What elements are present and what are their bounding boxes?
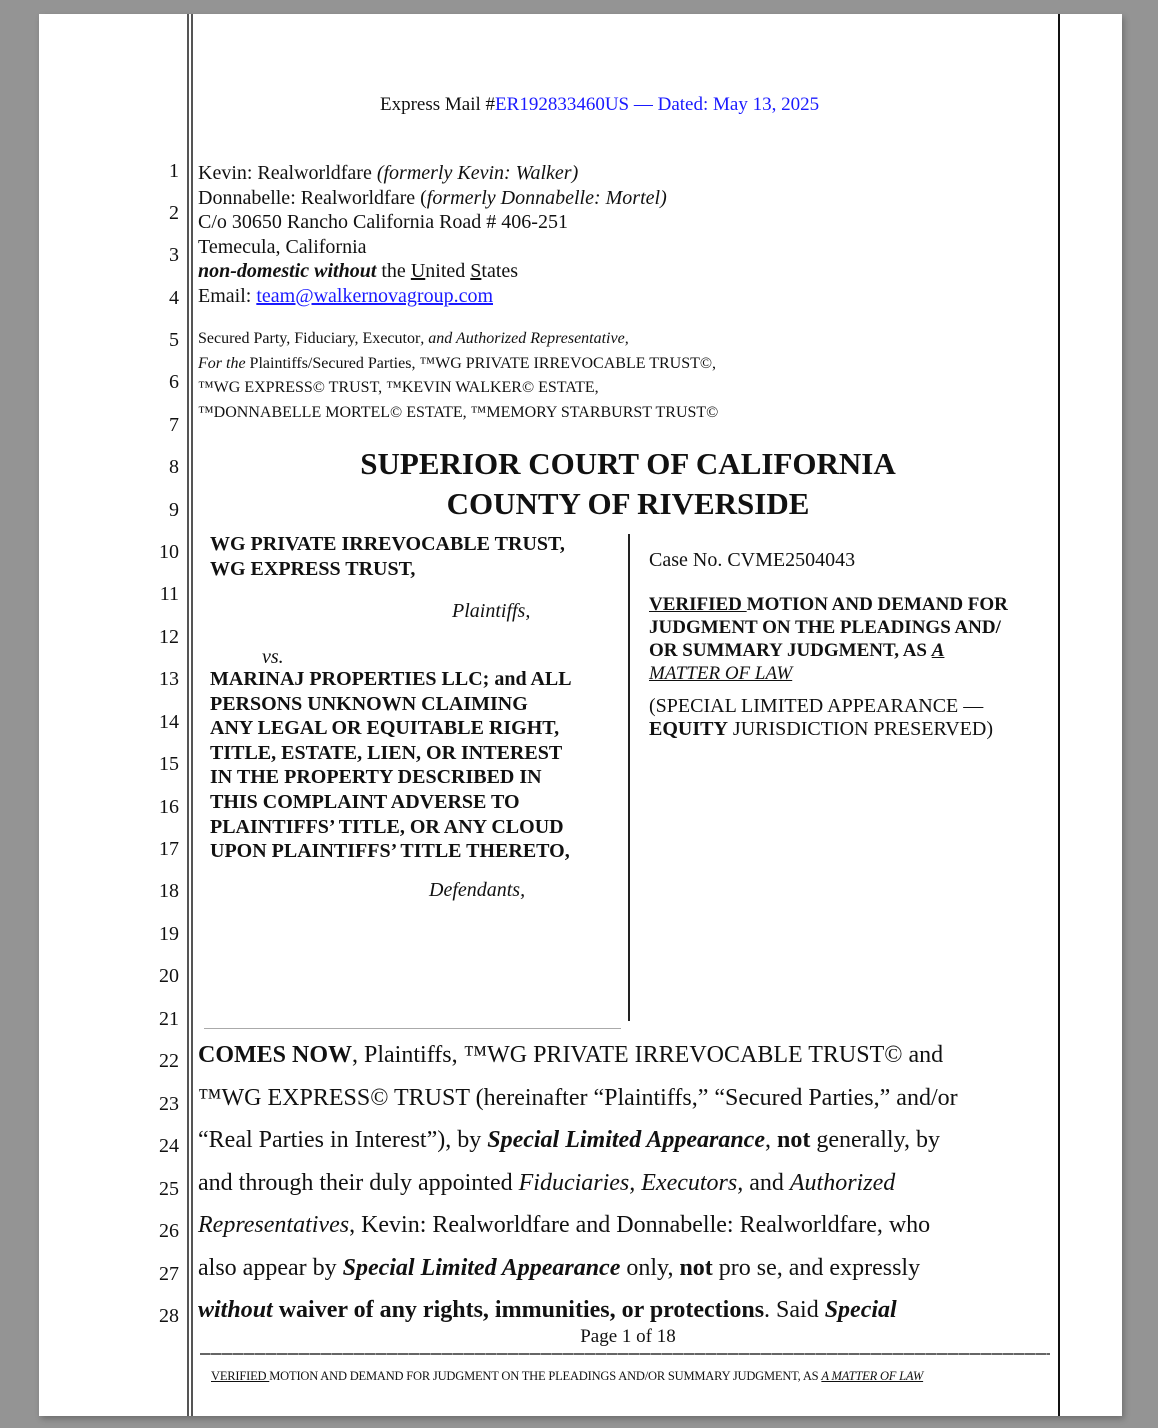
dated-text: — Dated: May 13, 2025 [629,94,820,115]
line-number: 20 [159,965,179,987]
line-number: 9 [169,499,179,521]
party-name-kevin: Kevin: Realworldfare (formerly Kevin: Walker) [198,162,579,184]
line-number: 11 [159,583,179,605]
plaintiffs-label: Plaintiffs, [452,600,531,622]
caption-block [198,161,667,308]
plaintiff-1: WG PRIVATE IRREVOCABLE TRUST, [210,533,565,555]
case-number: Case No. CVME2504043 [649,549,856,571]
court-title [198,444,1058,524]
footer-rule [200,1353,1050,1355]
express-mail-header [380,94,819,116]
party-name-donnabelle: Donnabelle: Realworldfare (formerly Donnabelle: Mortel) [198,186,667,209]
defendant-line: THIS COMPLAINT ADVERSE TO [210,790,520,813]
defendant-line: PLAINTIFFS’ TITLE, OR ANY CLOUD [210,815,564,838]
defendants-label: Defendants, [429,879,526,901]
body-line-22: COMES NOW, Plaintiffs, ™WG PRIVATE IRREVOCABLE TRUST© and [198,1042,944,1068]
representative-block [198,327,718,425]
line-number: 24 [159,1135,179,1157]
caption-divider [628,534,630,1021]
defendant-line: IN THE PROPERTY DESCRIBED IN [210,766,542,789]
status-line: non-domestic without the United States [198,260,519,282]
body-line-27: also appear by Special Limited Appearance only, not pro se, and expressly [198,1255,921,1281]
line-number: 27 [159,1263,179,1285]
plaintiff-2: WG EXPRESS TRUST, [210,557,416,580]
document-title: VERIFIED MOTION AND DEMAND FOR JUDGMENT ON THE PLEADINGS AND/ OR SUMMARY JUDGMENT, AS A MATTER OF LAW [649,594,1008,684]
left-margin-rule-inner [191,14,193,1416]
line-number: 14 [159,711,179,733]
body-line-23: ™WG EXPRESS© TRUST (hereinafter “Plaintiffs,” “Secured Parties,” and/or [198,1085,958,1111]
plaintiffs-block [210,532,565,581]
footer-document-title: VERIFIED MOTION AND DEMAND FOR JUDGMENT ON THE PLEADINGS AND/OR SUMMARY JUDGMENT, AS A MATTER OF LAW [211,1369,924,1383]
city-line: Temecula, California [198,235,367,258]
line-number: 12 [159,626,179,648]
line-number: 26 [159,1220,179,1242]
line-number: 8 [169,456,179,478]
county-name: COUNTY OF RIVERSIDE [446,486,810,521]
left-margin-rule [187,14,189,1416]
body-line-26: Representatives, Kevin: Realworldfare and Donnabelle: Realworldfare, who [198,1212,931,1238]
rep-line-1: Secured Party, Fiduciary, Executor, and Authorized Representative, [198,330,629,347]
defendant-line: ANY LEGAL OR EQUITABLE RIGHT, [210,717,560,740]
line-number: 3 [169,244,179,266]
line-number: 13 [159,668,179,690]
express-mail-label: Express Mail # [380,94,496,115]
appearance-note: (SPECIAL LIMITED APPEARANCE — EQUITY JURISDICTION PRESERVED) [649,695,993,740]
rep-line-4: ™DONNABELLE MORTEL© ESTATE, ™MEMORY STARBURST TRUST© [198,403,719,421]
line-number: 10 [159,541,179,563]
document-page [39,14,1122,1416]
versus-label: vs. [262,646,284,668]
line-number: 23 [159,1093,179,1115]
right-margin-rule [1058,14,1060,1416]
caption-bottom-rule [204,1028,621,1029]
defendant-line: TITLE, ESTATE, LIEN, OR INTEREST [210,741,563,764]
line-number: 4 [169,287,179,309]
tracking-number: ER192833460US [495,94,630,115]
line-number: 21 [159,1008,179,1030]
defendant-line: MARINAJ PROPERTIES LLC; and ALL [210,668,572,690]
line-number: 2 [169,202,179,224]
line-number: 1 [169,160,179,182]
body-line-25: and through their duly appointed Fiduciaries, Executors, and Authorized [198,1170,896,1196]
line-number: 22 [159,1050,179,1072]
line-number: 28 [159,1305,179,1327]
address-line: C/o 30650 Rancho California Road # 406-251 [198,211,568,233]
defendants-block [210,667,572,864]
defendant-line: UPON PLAINTIFFS’ TITLE THERETO, [210,840,570,863]
email-line: Email: team@walkernovagroup.com [198,284,493,307]
line-number: 17 [159,838,179,860]
defendant-line: PERSONS UNKNOWN CLAIMING [210,692,528,715]
email-link[interactable]: team@walkernovagroup.com [256,284,493,307]
line-number: 19 [159,923,179,945]
rep-line-2: For the Plaintiffs/Secured Parties, ™WG PRIVATE IRREVOCABLE TRUST©, [198,354,717,372]
court-name: SUPERIOR COURT OF CALIFORNIA [360,446,896,481]
line-number: 5 [169,329,179,351]
line-number: 7 [169,414,179,436]
rep-line-3: ™WG EXPRESS© TRUST, ™KEVIN WALKER© ESTATE, [198,379,599,396]
body-line-24: “Real Parties in Interest”), by Special Limited Appearance, not generally, by [198,1127,941,1153]
line-number: 6 [169,371,179,393]
body-line-28: without waiver of any rights, immunities, or protections. Said Special [198,1297,897,1323]
line-number: 16 [159,796,179,818]
page-number: Page 1 of 18 [580,1326,676,1347]
line-number: 15 [159,753,179,775]
line-number: 18 [159,880,179,902]
line-number: 25 [159,1178,179,1200]
